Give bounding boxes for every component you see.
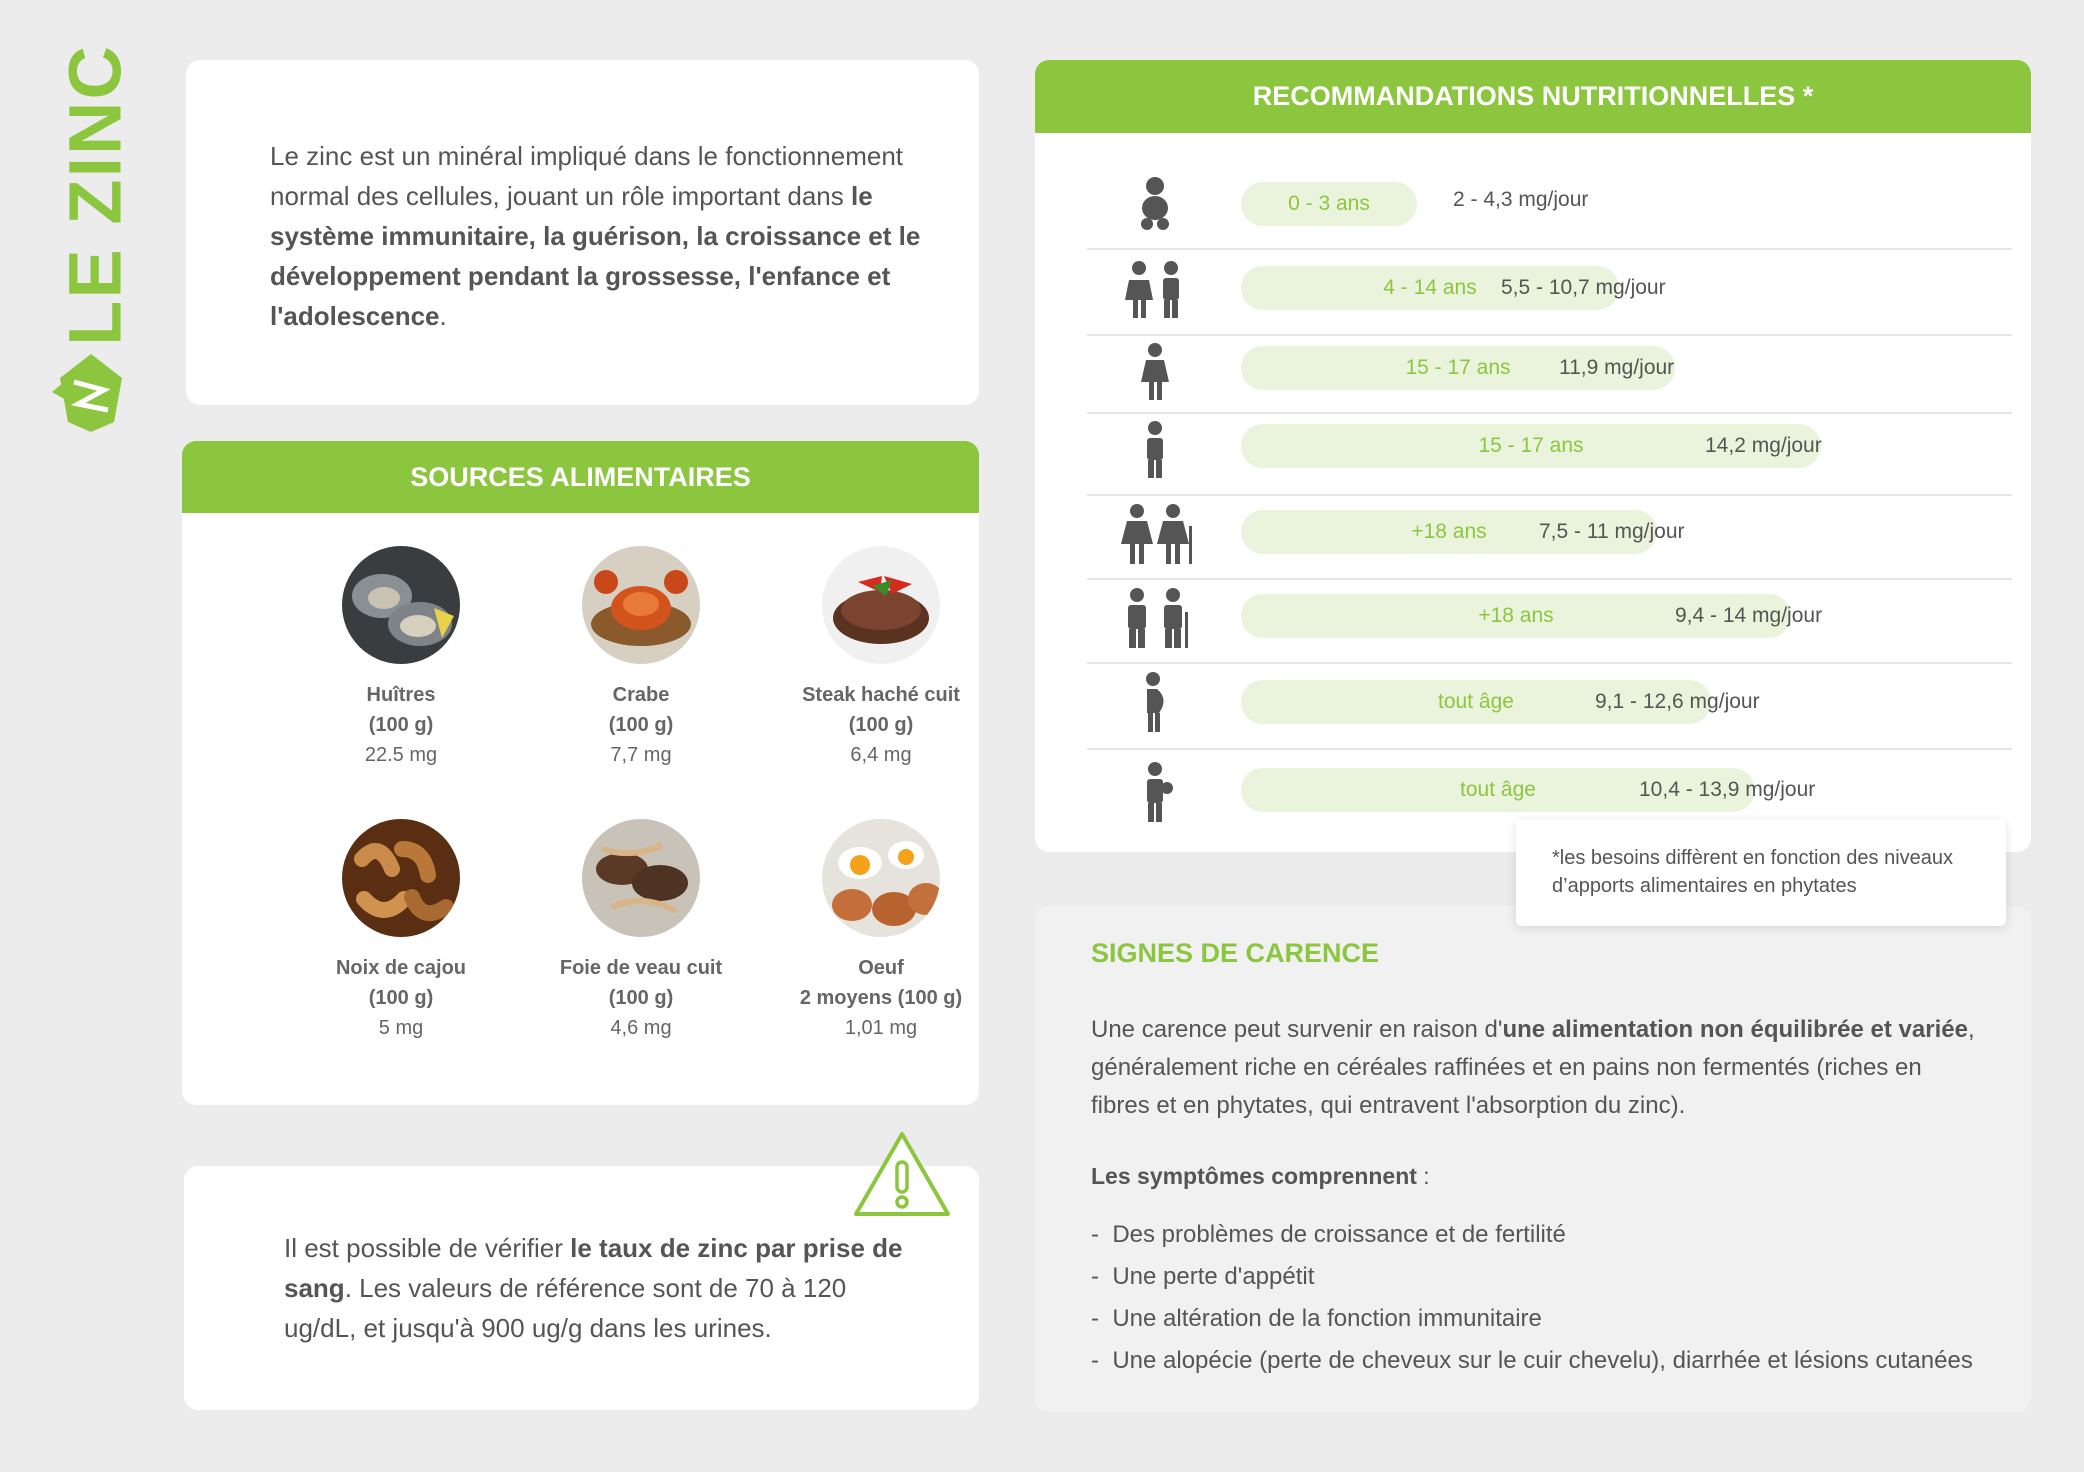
teen-boy-icon — [1115, 420, 1195, 480]
pregnant-icon — [1115, 672, 1195, 732]
food-item-calf-liver: Foie de veau cuit (100 g) 4,6 mg — [531, 819, 751, 1043]
food-item-cashews: Noix de cajou (100 g) 5 mg — [291, 819, 511, 1043]
reco-row: 4 - 14 ans 5,5 - 10,7 mg/jour — [1087, 256, 2012, 336]
steak-image — [822, 546, 940, 664]
recommendations-title: RECOMMANDATIONS NUTRITIONNELLES * — [1035, 60, 2031, 133]
recommendations-card — [1035, 60, 2031, 852]
children-icon — [1115, 260, 1195, 320]
reco-row: 15 - 17 ans 11,9 mg/jour — [1087, 336, 2012, 414]
cashews-image — [342, 819, 460, 937]
food-item-steak: Steak haché cuit (100 g) 6,4 mg — [771, 546, 979, 770]
list-item: - Une alopécie (perte de cheveux sur le cuir chevelu), diarrhée et lésions cutanées — [1091, 1347, 1973, 1374]
reco-row: +18 ans 7,5 - 11 mg/jour — [1087, 494, 2012, 578]
list-item: - Une altération de la fonction immunitaire — [1091, 1305, 1542, 1332]
symptoms-list — [1091, 1214, 1975, 1382]
intro-text: Le zinc est un minéral impliqué dans le fonctionnement normal des cellules, jouant un rôle important dans le système immunitaire, la guérison, la croissance et le développement pendant la grossesse, l'enfance et l'adolescence. — [270, 141, 921, 331]
deficiency-title: SIGNES DE CARENCE — [1091, 938, 1380, 968]
reco-row: 15 - 17 ans 14,2 mg/jour — [1087, 414, 2012, 494]
reco-row: tout âge 10,4 - 13,9 mg/jour — [1087, 748, 2012, 834]
calf-liver-image — [582, 819, 700, 937]
blood-test-text: Il est possible de vérifier le taux de zinc par prise de sang. Les valeurs de référence sont de 70 à 120 ug/dL, et jusqu'à 900 ug/g dans les urines. — [284, 1233, 903, 1343]
teen-girl-icon — [1115, 342, 1195, 402]
food-item-oysters: Huîtres (100 g) 22.5 mg — [291, 546, 511, 770]
brand-logo-icon — [52, 352, 130, 434]
food-sources-title: SOURCES ALIMENTAIRES — [182, 441, 979, 513]
list-item: - Des problèmes de croissance et de fertilité — [1091, 1221, 1566, 1248]
list-item: - Une perte d'appétit — [1091, 1263, 1315, 1290]
women-icon — [1115, 504, 1195, 564]
eggs-image — [822, 819, 940, 937]
crab-image — [582, 546, 700, 664]
food-item-crab: Crabe (100 g) 7,7 mg — [531, 546, 751, 770]
symptoms-title: Les symptômes comprennent : — [1091, 1163, 1430, 1189]
warning-icon — [852, 1130, 952, 1218]
reco-row: +18 ans 9,4 - 14 mg/jour — [1087, 578, 2012, 662]
reco-row: 0 - 3 ans 2 - 4,3 mg/jour — [1087, 174, 2012, 254]
reco-row: tout âge 9,1 - 12,6 mg/jour — [1087, 662, 2012, 748]
breastfeeding-icon — [1115, 762, 1195, 822]
deficiency-text: Une carence peut survenir en raison d'une alimentation non équilibrée et variée, généralement riche en céréales raffinées et en pains non fermentés (riches en fibres et en phytates, qui entravent l'absorption du zinc). — [1091, 1016, 1975, 1119]
oysters-image — [342, 546, 460, 664]
food-item-eggs: Oeuf 2 moyens (100 g) 1,01 mg — [771, 819, 979, 1043]
phytates-note: *les besoins diffèrent en fonction des niveaux d’apports alimentaires en phytates — [1516, 820, 2006, 926]
intro-card — [186, 60, 979, 405]
page-title: LE ZINC — [53, 44, 137, 346]
deficiency-card — [1035, 906, 2031, 1412]
food-sources-card — [182, 441, 979, 1105]
men-icon — [1115, 588, 1195, 648]
baby-icon — [1115, 174, 1195, 234]
